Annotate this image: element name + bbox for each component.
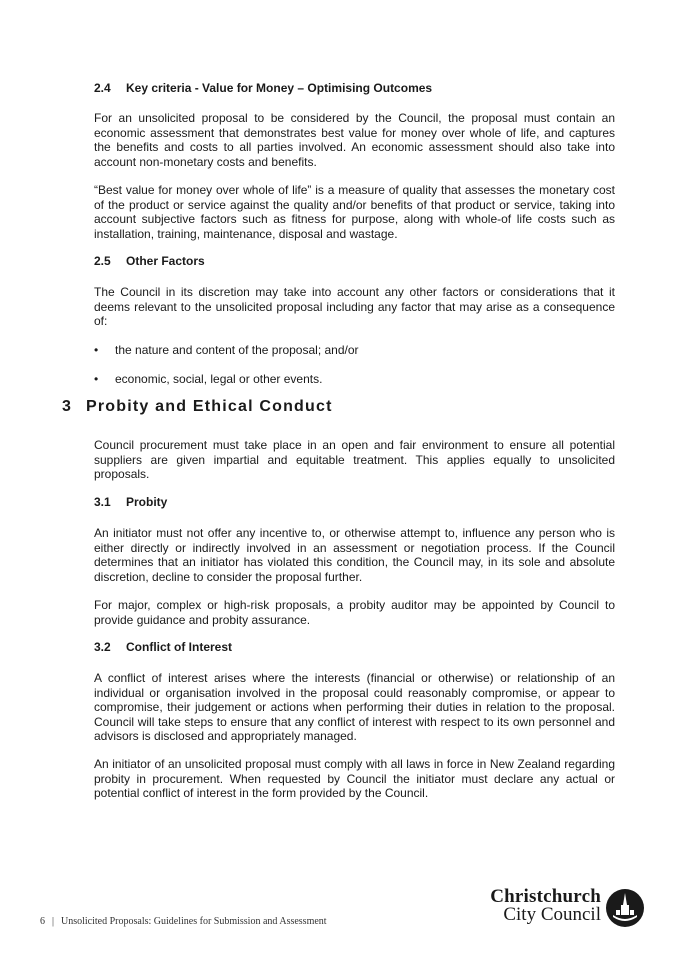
paragraph-conflict-definition: A conflict of interest arises where the interests (financial or otherwise) or relationship of an individual or organisation involved in the proposal could reasonably compromise, or appear to compromise, their judgement or actions when performing their duties in relation to the proposal. Council will take steps to ensure that any conflict of interest with respect to its own personnel and advisors is disclosed and appropriately managed. — [94, 671, 615, 744]
section-title: Key criteria - Value for Money – Optimising Outcomes — [126, 81, 433, 95]
heading-3 — [62, 398, 333, 416]
bullet-item — [94, 372, 322, 386]
logo-line-2: City Council — [503, 904, 601, 925]
page-footer — [40, 916, 327, 927]
section-title: Other Factors — [126, 254, 205, 268]
paragraph-other-factors: The Council in its discretion may take into account any other factors or considerations that it deems relevant to the unsolicited proposal including any factor that may arise as a consequence of: — [94, 285, 615, 329]
section-number: 3.2 — [94, 640, 111, 654]
section-title: Probity and Ethical Conduct — [86, 398, 333, 415]
bullet-text: economic, social, legal or other events. — [115, 372, 323, 386]
paragraph-value-for-money: For an unsolicited proposal to be considered by the Council, the proposal must contain an economic assessment that demonstrates best value for money over whole of life, and captures the benefits and costs to all parties involved. An economic assessment should also take into account non-monetary costs and benefits. — [94, 111, 615, 169]
paragraph-probity-intro: Council procurement must take place in an open and fair environment to ensure all potential suppliers are given impartial and equitable treatment. This applies equally to unsolicited proposals. — [94, 438, 615, 482]
cathedral-logo-icon — [605, 888, 645, 928]
heading-3-1 — [94, 495, 167, 509]
paragraph-probity: An initiator must not offer any incentive to, or otherwise attempt to, influence any person who is either directly or indirectly involved in an assessment or negotiation process. If the Council determines that an initiator has violated this condition, the Council may, in its sole and absolute discretion, decline to consider the proposal further. — [94, 526, 615, 584]
footer-separator: | — [52, 916, 55, 927]
paragraph-best-value-definition: “Best value for money over whole of life” is a measure of quality that assesses the monetary cost of the product or service against the quality and/or benefits of that product or service, taking into account subjective factors such as fitness for purpose, along with whole-of life costs such as installation, training, maintenance, disposal and wastage. — [94, 183, 615, 241]
section-title: Conflict of Interest — [126, 640, 233, 654]
bullet-item — [94, 343, 359, 357]
section-title: Probity — [126, 495, 168, 509]
heading-2-4 — [94, 81, 432, 95]
bullet-icon: • — [94, 343, 99, 357]
section-number: 3.1 — [94, 495, 111, 509]
page-number: 6 — [40, 916, 45, 927]
document-title: Unsolicited Proposals: Guidelines for Submission and Assessment — [61, 916, 327, 927]
paragraph-probity-auditor: For major, complex or high-risk proposals, a probity auditor may be appointed by Council to provide guidance and probity assurance. — [94, 598, 615, 627]
section-number: 2.4 — [94, 81, 111, 95]
council-logo-text — [490, 888, 601, 924]
section-number: 3 — [62, 398, 73, 415]
heading-2-5 — [94, 254, 205, 268]
bullet-icon: • — [94, 372, 99, 386]
heading-3-2 — [94, 640, 232, 654]
logo-line-1: Christchurch — [490, 886, 601, 907]
section-number: 2.5 — [94, 254, 111, 268]
bullet-text: the nature and content of the proposal; and/or — [115, 343, 359, 357]
paragraph-initiator-compliance: An initiator of an unsolicited proposal must comply with all laws in force in New Zealand regarding probity in procurement. When requested by Council the initiator must declare any actual or potential conflict of interest in the form provided by the Council. — [94, 757, 615, 801]
